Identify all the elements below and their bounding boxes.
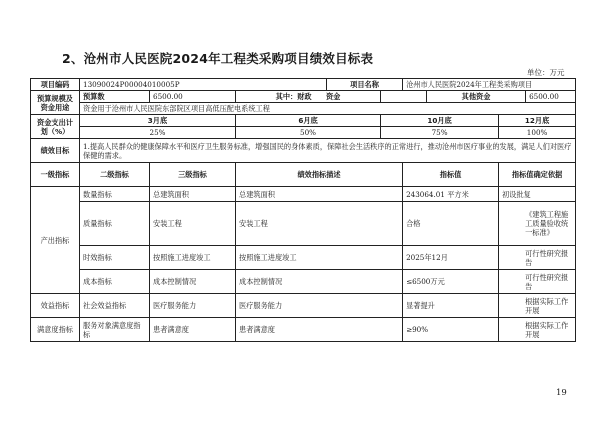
quarter-label: 12月底 — [499, 115, 576, 127]
level2-cell: 时效指标 — [80, 246, 150, 270]
progress-label: 资金支出计划（%） — [31, 115, 80, 139]
quarter-header-row — [31, 115, 576, 127]
table-row — [31, 187, 576, 202]
level2-cell: 质量指标 — [80, 202, 150, 246]
page-title: 2、沧州市人民医院2024年工程类采购项目绩效目标表 — [62, 51, 374, 66]
header-level1: 一级指标 — [31, 163, 80, 187]
usage-row — [31, 103, 576, 115]
budget-amount-label: 预算数 — [80, 91, 150, 103]
level3-cell: 医疗服务能力 — [150, 294, 236, 318]
level2-cell: 服务对象满意度指标 — [80, 318, 150, 342]
table-row — [31, 246, 576, 270]
basis-cell: 根据实际工作开展 — [499, 318, 576, 342]
value-cell: 243064.01 平方米 — [403, 187, 499, 202]
quarter-value: 100% — [499, 127, 576, 139]
table-row — [31, 318, 576, 342]
fiscal-value — [381, 91, 427, 103]
level2-cell: 社会效益指标 — [80, 294, 150, 318]
basis-cell: 可行性研究报告 — [499, 270, 576, 294]
code-row — [31, 79, 576, 91]
quarter-value: 75% — [381, 127, 499, 139]
level1-cell: 效益指标 — [31, 294, 80, 318]
table-row — [31, 270, 576, 294]
value-cell: 2025年12月 — [403, 246, 499, 270]
quarter-label: 10月底 — [381, 115, 499, 127]
value-cell: ≤6500万元 — [403, 270, 499, 294]
level3-cell: 按照施工进度竣工 — [150, 246, 236, 270]
indicator-header-row — [31, 163, 576, 187]
code-value: 13090024P00004010005P — [80, 79, 327, 91]
quarter-value-row — [31, 127, 576, 139]
table-row — [31, 202, 576, 246]
basis-cell: 初设批复 — [499, 187, 576, 202]
fiscal-label: 其中：财政 资金 — [236, 91, 381, 103]
basis-cell: 《建筑工程施工质量验收统一标准》 — [499, 202, 576, 246]
goal-row — [31, 139, 576, 163]
value-cell: 显著提升 — [403, 294, 499, 318]
quarter-value: 25% — [80, 127, 236, 139]
quarter-label: 3月底 — [80, 115, 236, 127]
desc-cell: 患者满意度 — [236, 318, 403, 342]
level3-cell: 患者满意度 — [150, 318, 236, 342]
level2-cell: 数量指标 — [80, 187, 150, 202]
desc-cell: 总建筑面积 — [236, 187, 403, 202]
usage-value: 资金用于沧州市人民医院东部院区项目高低压配电系统工程 — [80, 103, 576, 115]
header-level2: 二级指标 — [80, 163, 150, 187]
quarter-value: 50% — [236, 127, 381, 139]
name-label: 项目名称 — [327, 79, 403, 91]
page-number: 19 — [556, 388, 567, 398]
value-cell: 合格 — [403, 202, 499, 246]
level2-cell: 成本指标 — [80, 270, 150, 294]
desc-cell: 按照施工进度竣工 — [236, 246, 403, 270]
desc-cell: 成本控制情况 — [236, 270, 403, 294]
header-value: 指标值 — [403, 163, 499, 187]
budget-label: 预算规模及资金用途 — [31, 91, 80, 115]
level3-cell: 成本控制情况 — [150, 270, 236, 294]
desc-cell: 医疗服务能力 — [236, 294, 403, 318]
budget-row — [31, 91, 576, 103]
basis-cell: 可行性研究报告 — [499, 246, 576, 270]
table-row — [31, 294, 576, 318]
level3-cell: 总建筑面积 — [150, 187, 236, 202]
code-label: 项目编码 — [31, 79, 80, 91]
header-desc: 绩效指标描述 — [236, 163, 403, 187]
level3-cell: 安装工程 — [150, 202, 236, 246]
budget-amount-value: 6500.00 — [150, 91, 236, 103]
level1-cell: 产出指标 — [31, 187, 80, 294]
unit-label: 单位：万元 — [527, 68, 565, 77]
other-funds-value: 6500.00 — [526, 91, 576, 103]
header-level3: 三级指标 — [150, 163, 236, 187]
name-value: 沧州市人民医院2024年工程类采购项目 — [403, 79, 576, 91]
level1-cell: 满意度指标 — [31, 318, 80, 342]
quarter-label: 6月底 — [236, 115, 381, 127]
goal-label: 绩效目标 — [31, 139, 80, 163]
value-cell: ≥90% — [403, 318, 499, 342]
header-basis: 指标值确定依据 — [499, 163, 576, 187]
goal-value: 1.提高人民群众的健康保障水平和医疗卫生服务标准，增强国民的身体素质，保障社会生活秩序的正常进行，推动沧州市医疗事业的发展，满足人们对医疗保健的需求。 — [80, 139, 576, 163]
other-funds-label: 其他资金 — [427, 91, 526, 103]
desc-cell: 安装工程 — [236, 202, 403, 246]
basis-cell: 根据实际工作开展 — [499, 294, 576, 318]
performance-target-table — [30, 78, 576, 342]
